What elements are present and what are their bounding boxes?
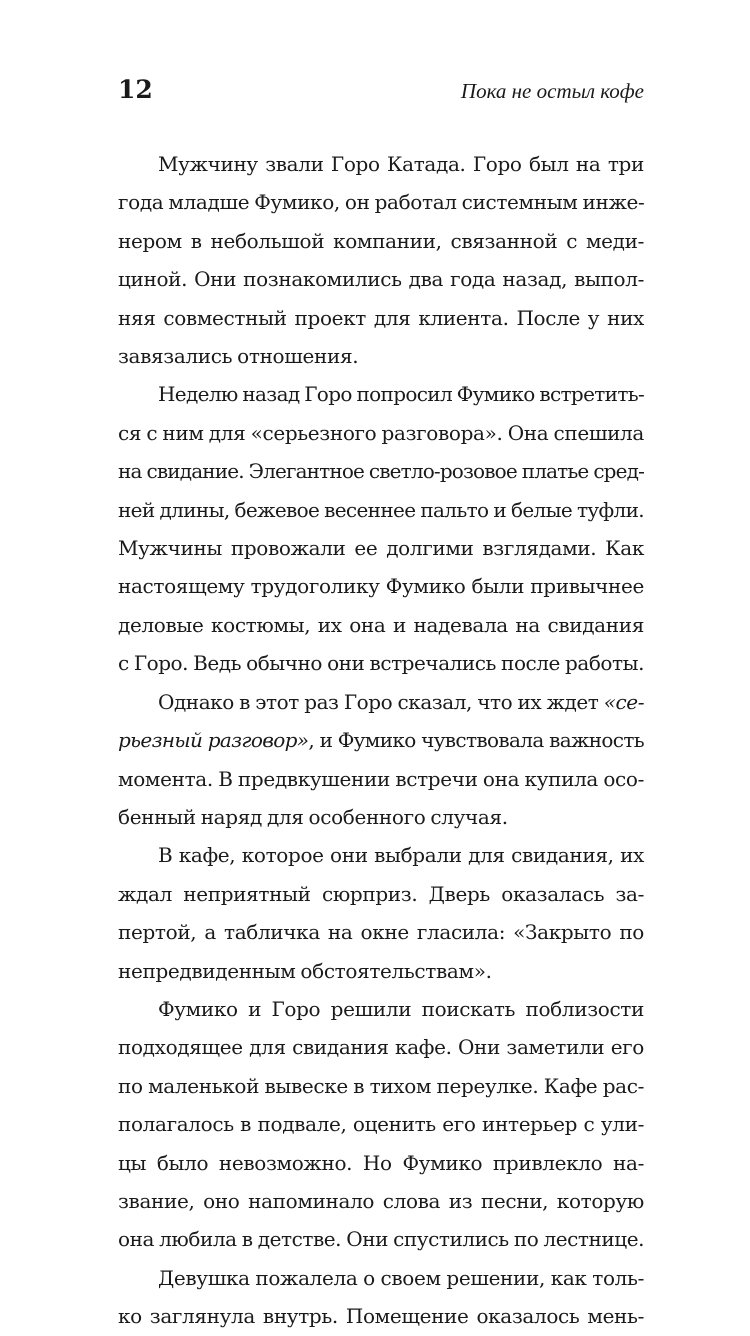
text-line: ждал неприятный сюрприз. Дверь оказалась за- <box>118 881 644 906</box>
running-title: Пока не остыл кофе <box>460 79 644 103</box>
text-line: звание, оно напоминало слова из песни, которую <box>118 1188 644 1213</box>
text-line: ся с ним для «серьезного разговора». Она спешила <box>118 420 644 445</box>
text-line: полагалось в подвале, оценить его интерьер с ули- <box>118 1112 644 1137</box>
text-line: подходящее для свидания кафе. Они заметили его <box>118 1035 644 1060</box>
text-line: на свидание. Элегантное светло-розовое платье сред- <box>118 459 644 484</box>
text-line: настоящему трудоголику Фумико были привычнее <box>118 574 644 599</box>
text-line <box>118 683 644 721</box>
text-line: няя совместный проект для клиента. После у них <box>118 305 644 330</box>
text-run: , и Фумико чувствовала важность <box>308 728 644 753</box>
text-line: года младше Фумико, он работал системным инже- <box>118 190 645 215</box>
text-line: деловые костюмы, их она и надевала на свидания <box>118 612 644 637</box>
paragraph-1 <box>118 145 644 375</box>
text-line: Мужчину звали Горо Катада. Горо был на три <box>158 152 644 176</box>
text-line: с Горо. Ведь обычно они встречались после работы. <box>118 651 644 676</box>
text-line: непредвиденным обстоятельствам». <box>118 958 492 983</box>
paragraph-6 <box>118 1259 644 1336</box>
text-line: циной. Они познакомились два года назад, выпол- <box>118 267 644 292</box>
text-line: Фумико и Горо решили поискать поблизости <box>158 996 644 1021</box>
text-line <box>118 721 644 759</box>
text-line: ней длины, бежевое весеннее пальто и белые туфли. <box>118 497 644 522</box>
text-line: Неделю назад Горо попросил Фумико встретить- <box>158 382 645 407</box>
text-line: цы было невозможно. Но Фумико привлекло на- <box>118 1150 644 1175</box>
paragraph-4 <box>118 836 644 990</box>
text-line: пертой, а табличка на окне гласила: «Закрыто по <box>118 920 644 945</box>
page-number: 12 <box>118 75 153 104</box>
paragraph-3 <box>118 683 644 837</box>
text-line: бенный наряд для особенного случая. <box>118 804 508 829</box>
italic-quote: «се- <box>603 689 644 714</box>
text-line: завязались отношения. <box>118 344 359 369</box>
paragraph-5 <box>118 990 644 1259</box>
text-line: момента. В предвкушении встречи она купила осо- <box>118 766 644 791</box>
text-line: по маленькой вывеске в тихом переулке. Кафе рас- <box>118 1073 644 1098</box>
text-line: Девушка пожалела о своем решении, как толь- <box>158 1265 644 1290</box>
body-text <box>118 145 644 1336</box>
text-line: она любила в детстве. Они спустились по лестнице. <box>118 1227 644 1252</box>
text-line: ко заглянула внутрь. Помещение оказалось мень- <box>118 1304 644 1329</box>
paragraph-2 <box>118 375 644 682</box>
text-line: В кафе, которое они выбрали для свидания, их <box>158 843 644 868</box>
italic-quote: рьезный разговор» <box>118 728 309 753</box>
text-line: Мужчины провожали ее долгими взглядами. Как <box>118 536 644 561</box>
text-line: нером в небольшой компании, связанной с меди- <box>118 228 644 253</box>
text-run: Однако в этот раз Горо сказал, что их ждет <box>158 689 604 714</box>
